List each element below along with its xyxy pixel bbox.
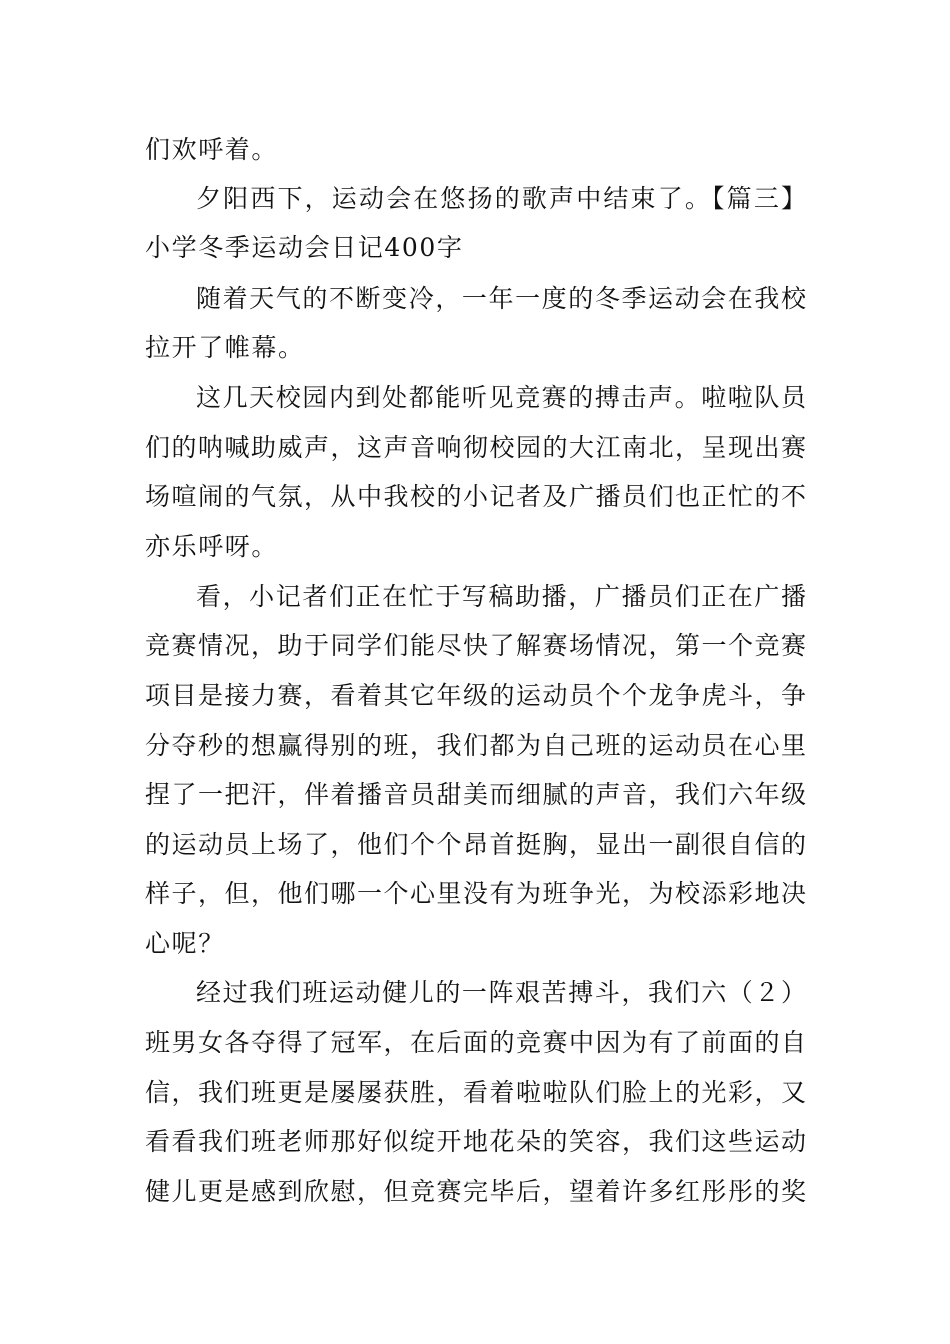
text-line: 的运动员上场了，他们个个昂首挺胸，显出一副很自信的 (145, 830, 806, 859)
text-line: 看，小记者们正在忙于写稿助播，广播员们正在广播 (196, 582, 806, 611)
text-line: 场喧闹的气氛，从中我校的小记者及广播员们也正忙的不 (145, 482, 806, 511)
text-line: 们欢呼着。 (145, 135, 279, 164)
text-line: 竞赛情况，助于同学们能尽快了解赛场情况，第一个竞赛 (145, 631, 806, 660)
text-line: 健儿更是感到欣慰，但竞赛完毕后，望着许多红彤彤的奖 (145, 1177, 806, 1206)
text-line: 看看我们班老师那好似绽开地花朵的笑容，我们这些运动 (145, 1127, 806, 1156)
text-line: 小学冬季运动会日记400字 (145, 233, 464, 262)
text-line: 夕阳西下，运动会在悠扬的歌声中结束了。【篇三】 (196, 184, 806, 213)
text-line: 亦乐呼呀。 (145, 532, 279, 561)
text-line: 们的呐喊助威声，这声音响彻校园的大江南北，呈现出赛 (145, 433, 806, 462)
text-line: 心呢？ (145, 929, 225, 958)
text-line: 拉开了帷幕。 (145, 333, 305, 362)
text-line: 样子，但，他们哪一个心里没有为班争光，为校添彩地决 (145, 879, 806, 908)
text-line: 随着天气的不断变冷，一年一度的冬季运动会在我校 (196, 284, 806, 313)
text-line: 信，我们班更是屡屡获胜，看着啦啦队们脸上的光彩，又 (145, 1078, 806, 1107)
text-line: 经过我们班运动健儿的一阵艰苦搏斗，我们六（２） (196, 978, 806, 1007)
text-line: 捏了一把汗，伴着播音员甜美而细腻的声音，我们六年级 (145, 780, 806, 809)
text-line: 项目是接力赛，看着其它年级的运动员个个龙争虎斗，争 (145, 681, 806, 710)
text-line: 这几天校园内到处都能听见竞赛的搏击声。啦啦队员 (196, 383, 806, 412)
text-line: 分夺秒的想赢得别的班，我们都为自己班的运动员在心里 (145, 731, 806, 760)
text-line: 班男女各夺得了冠军，在后面的竞赛中因为有了前面的自 (145, 1028, 806, 1057)
